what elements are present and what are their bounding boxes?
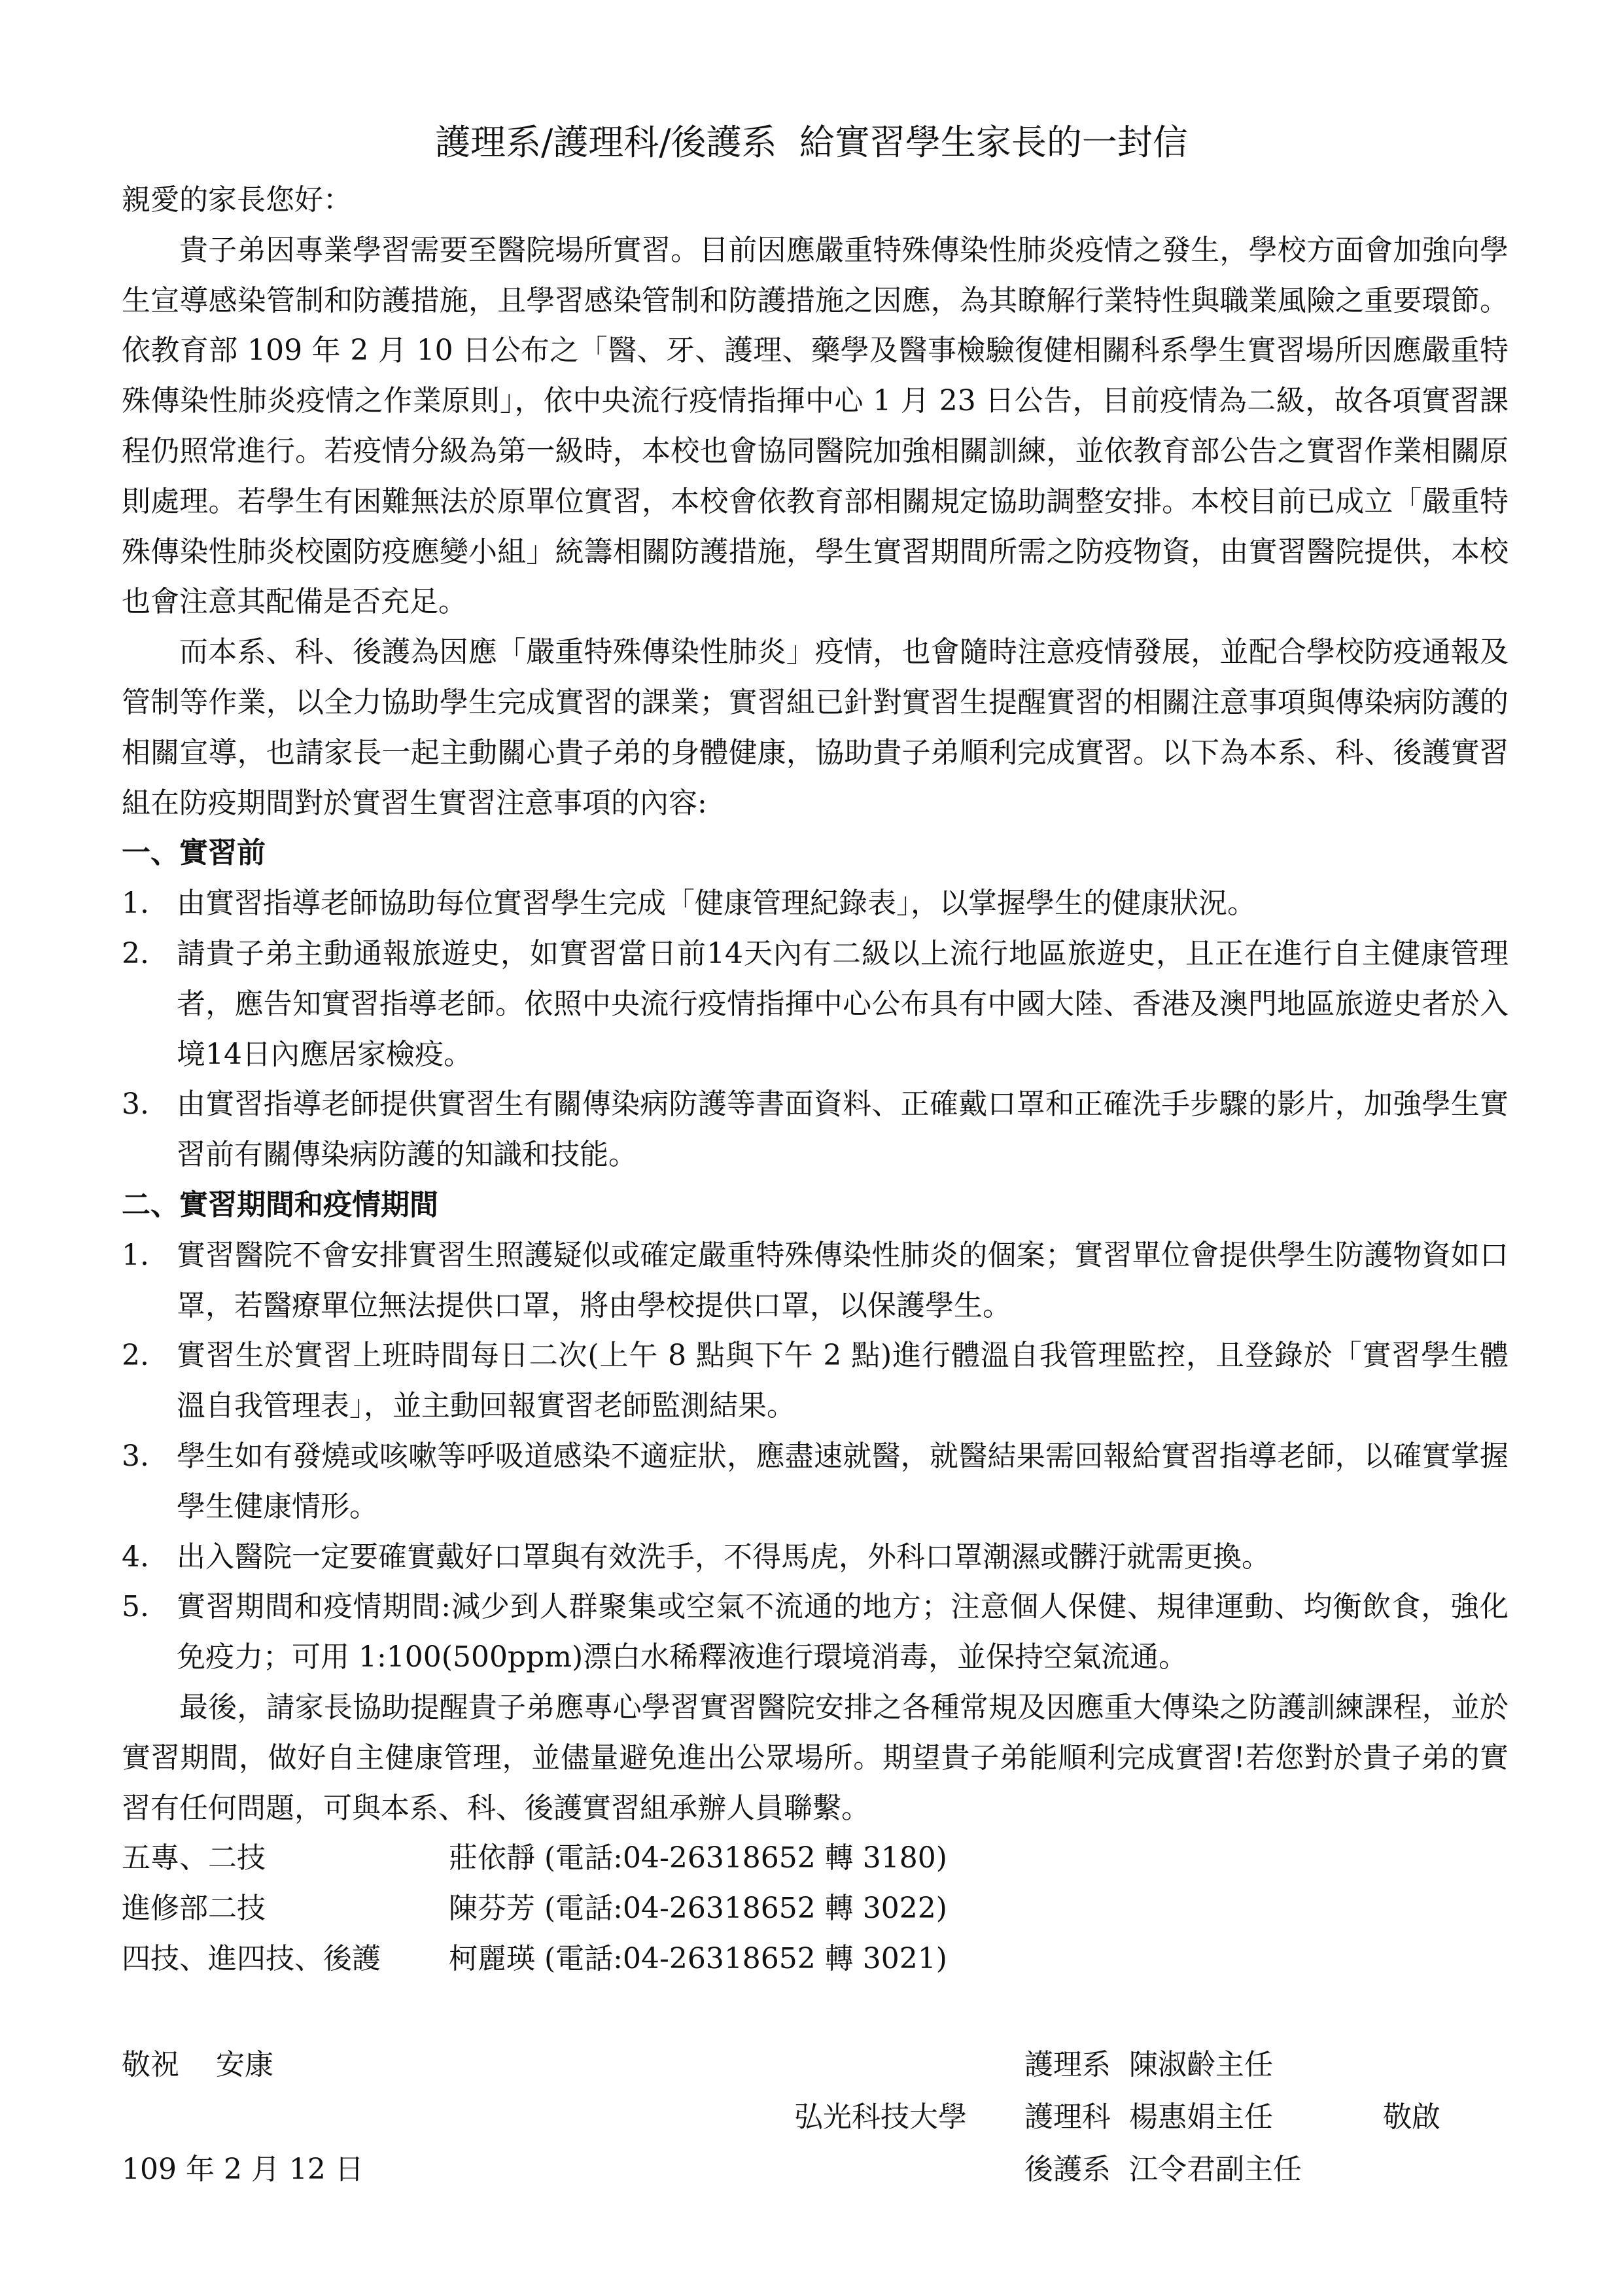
section-heading-during-internship: 二、實習期間和疫情期間 — [122, 1188, 438, 1222]
list-item: 1. 由實習指導老師協助每位實習學生完成「健康管理紀錄表」，以掌握學生的健康狀況。 — [122, 887, 1256, 921]
contact-list — [122, 1833, 1509, 1984]
list-item: 2. 實習生於實習上班時間每日二次(上午 8 點與下午 2 點)進行體溫自我管理監控，且登錄於「實習學生體溫自我管理表」，並主動回報實習老師監測結果。 — [122, 1339, 1509, 1423]
contact-row — [122, 1934, 1509, 1985]
contact-person: 陳芬芳 (電話:04-26318652 轉 3022) — [449, 1892, 947, 1926]
letter-title: 護理系/護理科/後護系 給實習學生家長的一封信 — [435, 122, 1188, 163]
letter-date: 109 年 2 月 12 日 — [122, 2153, 364, 2186]
list-item: 3. 由實習指導老師提供實習生有關傳染病防護等書面資料、正確戴口罩和正確洗手步驟的影片，加強學生實習前有關傳染病防護的知識和技能。 — [122, 1087, 1509, 1172]
contact-row — [122, 1884, 1509, 1934]
signer-post-nursing: 後護系 江令君副主任 — [1024, 2153, 1302, 2186]
before-internship-list — [122, 879, 1509, 1180]
letter-body — [122, 175, 1509, 1985]
department-paragraph: 而本系、科、後護為因應「嚴重特殊傳染性肺炎」疫情，也會隨時注意疫情發展，並配合學校防疫通報及管制等作業，以全力協助學生完成實習的課業；實習組已針對實習生提醒實習的相關注意事項與傳染病防護的相關宣導，也請家長一起主動關心貴子弟的身體健康，協助貴子弟順利完成實習。以下為本系、科、後護實習組在防疫期間對於實習生實習注意事項的內容: — [122, 635, 1509, 820]
list-item: 2. 請貴子弟主動通報旅遊史，如實習當日前14天內有二級以上流行地區旅遊史，且正在進行自主健康管理者，應告知實習指導老師。依照中央流行疫情指揮中心公布具有中國大陸、香港及澳門地區旅遊史者於入境14日內應居家檢疫。 — [122, 936, 1509, 1071]
contact-unit: 五專、二技 — [122, 1841, 266, 1875]
signer-nursing-department: 護理系 陳淑齡主任 — [1024, 2048, 1273, 2081]
final-paragraph: 最後，請家長協助提醒貴子弟應專心學習實習醫院安排之各種常規及因應重大傳染之防護訓練課程，並於實習期間，做好自主健康管理，並儘量避免進出公眾場所。期望貴子弟能順利完成實習!若您對於貴子弟的實習有任何問題，可與本系、科、後護實習組承辦人員聯繫。 — [122, 1690, 1509, 1825]
letter-closing — [122, 2039, 1509, 2196]
closing-greeting: 敬祝 安康 — [122, 2048, 273, 2081]
list-item: 1. 實習醫院不會安排實習生照護疑似或確定嚴重特殊傳染性肺炎的個案；實習單位會提供學生防護物資如口罩，若醫療單位無法提供口罩，將由學校提供口罩，以保護學生。 — [122, 1238, 1509, 1322]
university-name: 弘光科技大學 — [794, 2100, 967, 2134]
respectfully: 敬啟 — [1383, 2100, 1440, 2134]
contact-unit: 四技、進四技、後護 — [122, 1941, 381, 1975]
intro-paragraph: 貴子弟因專業學習需要至醫院場所實習。目前因應嚴重特殊傳染性肺炎疫情之發生，學校方面會加強向學生宣導感染管制和防護措施，且學習感染管制和防護措施之因應，為其瞭解行業特性與職業風險之重要環節。依教育部 109 年 2 月 10 日公布之「醫、牙、護理、藥學及醫事檢驗復健相關科系學生實習場所因應嚴重特殊傳染性肺炎疫情之作業原則」，依中央流行疫情指揮中心 1 月 23 日公告，目前疫情為二級，故各項實習課程仍照常進行。若疫情分級為第一級時，本校也會協同醫院加強相關訓練，並依教育部公告之實習作業相關原則處理。若學生有困難無法於原單位實習，本校會依教育部相關規定協助調整安排。本校目前已成立「嚴重特殊傳染性肺炎校園防疫應變小組」統籌相關防護措施，學生實習期間所需之防疫物資，由實習醫院提供，本校也會注意其配備是否充足。 — [122, 233, 1509, 619]
list-item: 5. 實習期間和疫情期間:減少到人群聚集或空氣不流通的地方；注意個人保健、規律運動、均衡飲食，強化免疫力；可用 1:100(500ppm)漂白水稀釋液進行環境消毒，並保持空氣流通。 — [122, 1590, 1509, 1674]
contact-row — [122, 1833, 1509, 1884]
salutation: 親愛的家長您好： — [122, 183, 352, 217]
contact-person: 柯麗瑛 (電話:04-26318652 轉 3021) — [449, 1941, 947, 1975]
list-item: 4. 出入醫院一定要確實戴好口罩與有效洗手，不得馬虎，外科口罩潮濕或髒汙就需更換。 — [122, 1540, 1270, 1574]
contact-person: 莊依靜 (電話:04-26318652 轉 3180) — [449, 1841, 947, 1875]
list-item: 3. 學生如有發燒或咳嗽等呼吸道感染不適症狀，應盡速就醫，就醫結果需回報給實習指導老師，以確實掌握學生健康情形。 — [122, 1439, 1509, 1523]
contact-unit: 進修部二技 — [122, 1892, 266, 1926]
section-heading-before-internship: 一、實習前 — [122, 836, 266, 870]
signer-nursing-section: 護理科 楊惠娟主任 — [1024, 2100, 1273, 2134]
during-internship-list — [122, 1231, 1509, 1683]
